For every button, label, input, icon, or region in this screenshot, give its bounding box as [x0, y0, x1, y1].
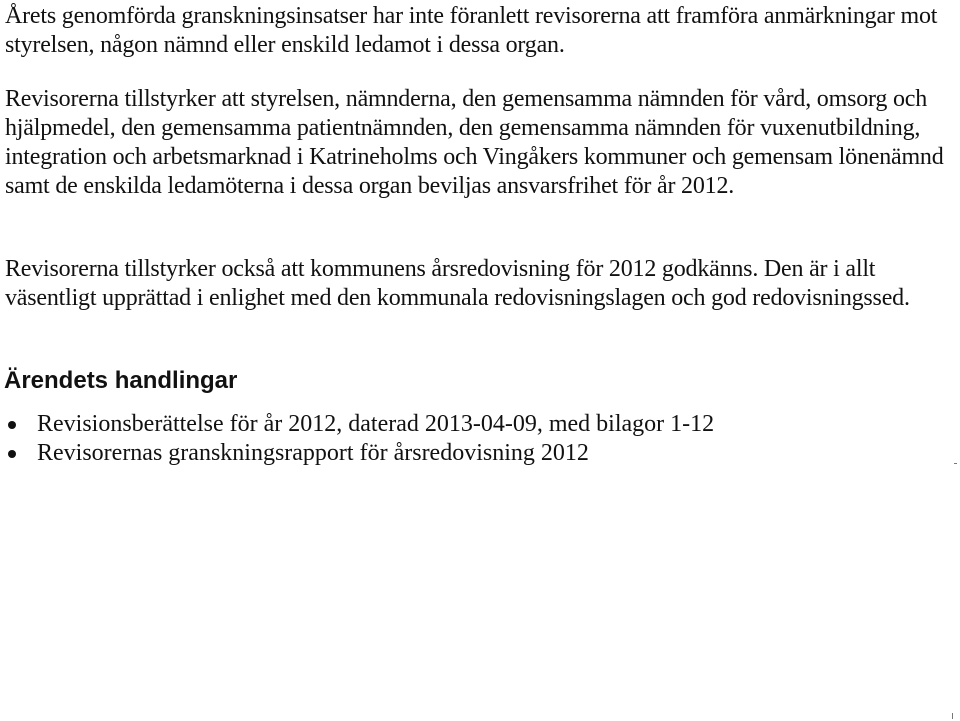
section-heading: Ärendets handlingar	[4, 367, 238, 394]
bullet-icon	[8, 450, 16, 458]
paragraph-review-findings: Årets genomförda granskningsinsatser har inte föranlett revisorerna att framföra anmärkningar mot styrelsen, någon nämnd eller enskild ledamot i dessa organ.	[5, 3, 938, 58]
paragraph-annual-report-approval: Revisorerna tillstyrker också att kommunens årsredovisning för 2012 godkänns. Den är i allt väsentligt upprättad i enlighet med den kommunala redovisningslagen och god redovisningssed.	[5, 256, 910, 311]
scan-mark	[952, 713, 953, 719]
list-item-text: Revisionsberättelse för år 2012, daterad 2013-04-09, med bilagor 1-12	[37, 411, 715, 437]
paragraph-discharge-recommendation: Revisorerna tillstyrker att styrelsen, nämnderna, den gemensamma nämnden för vård, omsorg och hjälpmedel, den gemensamma patientnämnden, den gemensamma nämnden för vuxenutbildning, integration och arbetsmarknad i Katrineholms och Vingåkers kommuner och gemensam lönenämnd samt de enskilda ledamöterna i dessa organ beviljas ansvarsfrihet för år 2012.	[5, 86, 944, 199]
bullet-icon	[8, 421, 16, 429]
scan-mark	[954, 463, 957, 464]
list-item-text: Revisorernas granskningsrapport för årsredovisning 2012	[37, 440, 589, 466]
